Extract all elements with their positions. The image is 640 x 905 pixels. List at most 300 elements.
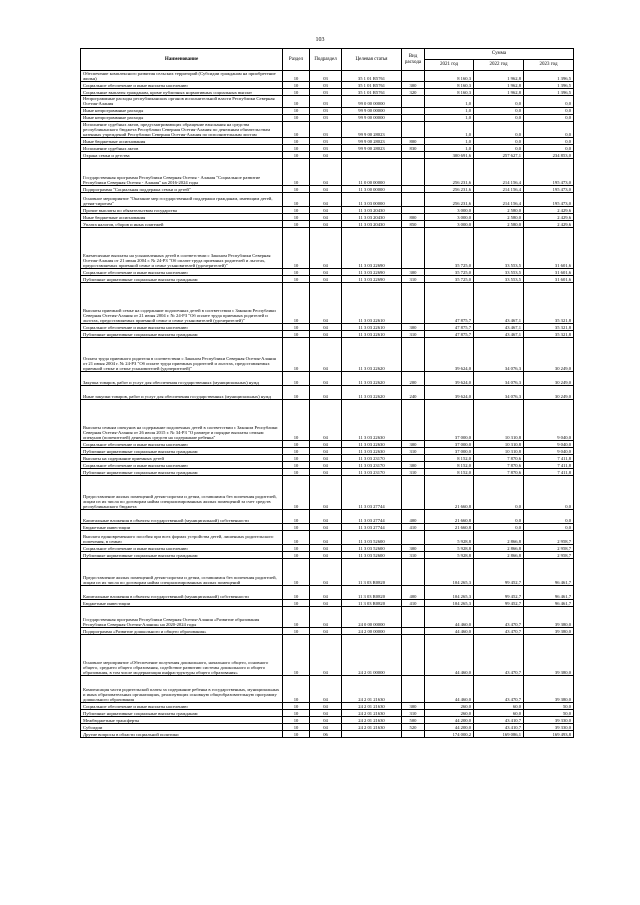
cell-2023: 1 396,5 — [524, 82, 574, 89]
cell-status: 24 2 01 21630 — [342, 702, 402, 709]
cell-podrazdel: 04 — [310, 275, 342, 282]
cell-podrazdel: 04 — [310, 530, 342, 544]
cell-status: 11 3 03 52600 — [342, 544, 402, 551]
cell-2023: 234 853,0 — [524, 151, 574, 158]
cell-podrazdel: 04 — [310, 627, 342, 634]
cell-razdel: 10 — [283, 468, 310, 475]
col-header-podrazdel: Подраздел — [310, 49, 342, 71]
cell-razdel: 10 — [283, 454, 310, 461]
cell-status: 11 3 03 22630 — [342, 399, 402, 440]
table-row — [81, 107, 574, 114]
table-row — [81, 627, 574, 634]
cell-2023: 96 461,7 — [524, 585, 574, 599]
cell-razdel: 10 — [283, 158, 310, 185]
cell-2023: 39 380,0 — [524, 606, 574, 627]
cell-name: Подпрограмма «Развитие дошкольного и общего образования» — [81, 627, 283, 634]
cell-status: 35 1 01 R5761 — [342, 89, 402, 96]
cell-2022: 43 470,7 — [474, 606, 524, 627]
cell-2022: 0,0 — [474, 144, 524, 151]
cell-podrazdel: 03 — [310, 89, 342, 96]
cell-razdel: 10 — [283, 96, 310, 107]
cell-podrazdel: 06 — [310, 730, 342, 737]
cell-2023: 50,0 — [524, 702, 574, 709]
cell-2023: 30 249,0 — [524, 371, 574, 385]
cell-name: Основное мероприятие «Обеспечение получения дошкольного, начального общего, основного общего, среднего общего образования, содействие развитию системы дошкольного и общего образования, в том числе модернизация инфраструктуры общего образования» — [81, 634, 283, 675]
cell-status: 11 3 03 R0820 — [342, 558, 402, 585]
cell-2022: 43 470,7 — [474, 627, 524, 634]
cell-2022: 257 627,1 — [474, 151, 524, 158]
cell-2021: 21 660,8 — [425, 509, 474, 523]
cell-razdel: 10 — [283, 282, 310, 323]
cell-podrazdel: 04 — [310, 337, 342, 371]
table-row — [81, 213, 574, 220]
cell-vid — [402, 158, 425, 185]
table-row — [81, 599, 574, 606]
cell-2023: 39 380,0 — [524, 675, 574, 702]
cell-2021: 3 000,0 — [425, 206, 474, 213]
table-row — [81, 192, 574, 206]
cell-razdel: 10 — [283, 440, 310, 447]
cell-razdel: 10 — [283, 330, 310, 337]
cell-2022: 0,0 — [474, 475, 524, 509]
cell-2023: 2 429,6 — [524, 220, 574, 227]
cell-podrazdel: 04 — [310, 454, 342, 461]
cell-status: 11 3 03 23170 — [342, 454, 402, 461]
cell-2021: 8 160,3 — [425, 82, 474, 89]
cell-2021: 44 460,0 — [425, 606, 474, 627]
cell-status: 24 0 00 00000 — [342, 606, 402, 627]
cell-2023: 195 473,0 — [524, 185, 574, 192]
cell-podrazdel: 03 — [310, 121, 342, 137]
cell-name: Социальное обеспечение и иные выплаты населению — [81, 82, 283, 89]
cell-2022: 2 580,0 — [474, 213, 524, 220]
cell-2022: 0,0 — [474, 509, 524, 523]
cell-2022: 33 553,5 — [474, 275, 524, 282]
cell-status: 99 9 00 00000 — [342, 114, 402, 121]
cell-razdel: 10 — [283, 509, 310, 523]
cell-2021: 8 152,0 — [425, 454, 474, 461]
cell-2022: 2 866,8 — [474, 530, 524, 544]
cell-2021: 174 000,2 — [425, 730, 474, 737]
cell-2021: 5 928,8 — [425, 530, 474, 544]
cell-2021: 39 624,0 — [425, 337, 474, 371]
cell-vid: 310 — [402, 468, 425, 475]
cell-vid — [402, 282, 425, 323]
cell-2021: 8 152,0 — [425, 468, 474, 475]
cell-podrazdel: 04 — [310, 634, 342, 675]
cell-razdel: 10 — [283, 192, 310, 206]
cell-2022: 10 310,8 — [474, 440, 524, 447]
cell-2023: 2 429,6 — [524, 213, 574, 220]
cell-2023: 9 040,0 — [524, 399, 574, 440]
cell-podrazdel: 04 — [310, 558, 342, 585]
cell-razdel: 10 — [283, 585, 310, 599]
cell-name: Социальное обеспечение и иные выплаты населению — [81, 268, 283, 275]
cell-2023: 195 473,0 — [524, 158, 574, 185]
cell-2023: 39 380,0 — [524, 627, 574, 634]
cell-vid: 240 — [402, 385, 425, 399]
cell-name: Публичные нормативные социальные выплаты гражданам — [81, 275, 283, 282]
cell-vid: 300 — [402, 544, 425, 551]
cell-name: Подпрограмма "Социальная поддержка семьи и детей" — [81, 185, 283, 192]
cell-2022: 43 470,7 — [474, 675, 524, 702]
cell-podrazdel: 04 — [310, 330, 342, 337]
cell-2023: 0,0 — [524, 114, 574, 121]
cell-vid — [402, 337, 425, 371]
cell-name: Обеспечение комплексного развития сельских территорий (Субсидии гражданам на приобретение жилья) — [81, 71, 283, 82]
cell-razdel: 10 — [283, 530, 310, 544]
cell-status: 11 3 03 22630 — [342, 447, 402, 454]
col-header-vid: Вид расхода — [402, 49, 425, 71]
budget-table — [80, 48, 574, 738]
cell-name: Межбюджетные трансферты — [81, 716, 283, 723]
table-row — [81, 206, 574, 213]
cell-podrazdel: 04 — [310, 461, 342, 468]
table-body — [81, 71, 574, 738]
cell-vid: 300 — [402, 323, 425, 330]
table-row — [81, 330, 574, 337]
cell-status: 11 3 03 22630 — [342, 440, 402, 447]
cell-2022: 34 076,3 — [474, 385, 524, 399]
col-header-summa: Сумма — [425, 49, 574, 60]
cell-status: 24 2 01 00000 — [342, 634, 402, 675]
cell-razdel: 10 — [283, 385, 310, 399]
cell-2021: 44 460,0 — [425, 675, 474, 702]
cell-vid — [402, 530, 425, 544]
cell-2022: 43 467,1 — [474, 282, 524, 323]
cell-2022: 43 410,7 — [474, 716, 524, 723]
cell-2023: 0,0 — [524, 523, 574, 530]
cell-2022: 99 452,7 — [474, 558, 524, 585]
cell-2022: 0,0 — [474, 96, 524, 107]
cell-name: Предоставление жилых помещений детям-сиротам и детям, оставшимся без попечения родителей, лицам из их числа по договорам найма специализированных жилых помещений за счет средств республиканского бюджета — [81, 475, 283, 509]
cell-2023: 0,0 — [524, 96, 574, 107]
cell-2023: 0,0 — [524, 121, 574, 137]
cell-razdel: 10 — [283, 185, 310, 192]
cell-podrazdel: 04 — [310, 185, 342, 192]
table-row — [81, 385, 574, 399]
cell-vid — [402, 185, 425, 192]
cell-vid: 850 — [402, 220, 425, 227]
cell-status: 11 3 03 52600 — [342, 551, 402, 558]
table-row — [81, 709, 574, 716]
table-row — [81, 144, 574, 151]
cell-podrazdel: 04 — [310, 468, 342, 475]
table-row — [81, 702, 574, 709]
cell-vid: 410 — [402, 599, 425, 606]
cell-2023: 30 249,0 — [524, 385, 574, 399]
cell-2021: 44 460,0 — [425, 634, 474, 675]
cell-razdel: 10 — [283, 137, 310, 144]
cell-vid — [402, 675, 425, 702]
cell-razdel: 10 — [283, 544, 310, 551]
cell-podrazdel: 04 — [310, 716, 342, 723]
cell-2021: 37 000,0 — [425, 399, 474, 440]
cell-2023: 7 411,8 — [524, 461, 574, 468]
table-row — [81, 275, 574, 282]
cell-2023: 0,0 — [524, 107, 574, 114]
cell-razdel: 10 — [283, 337, 310, 371]
cell-vid: 310 — [402, 275, 425, 282]
cell-razdel: 10 — [283, 723, 310, 730]
table-row — [81, 282, 574, 323]
cell-vid — [402, 107, 425, 114]
cell-razdel: 10 — [283, 709, 310, 716]
cell-vid: 320 — [402, 89, 425, 96]
cell-name: Закупка товаров, работ и услуг для обеспечения государственных (муниципальных) нужд — [81, 371, 283, 385]
table-row — [81, 137, 574, 144]
cell-2023: 35 321,8 — [524, 282, 574, 323]
table-row — [81, 337, 574, 371]
cell-razdel: 10 — [283, 599, 310, 606]
cell-status: 24 2 01 21630 — [342, 709, 402, 716]
cell-razdel: 10 — [283, 151, 310, 158]
cell-2021: 5 928,8 — [425, 544, 474, 551]
table-row — [81, 509, 574, 523]
cell-2021: 8 160,3 — [425, 71, 474, 82]
cell-razdel: 10 — [283, 89, 310, 96]
cell-name: Компенсация части родительской платы за содержание ребенка в государственных, муниципальных и иных образовательных организациях, реализующих основную общеобразовательную программу дошкольного образования — [81, 675, 283, 702]
cell-vid — [402, 114, 425, 121]
cell-razdel: 10 — [283, 551, 310, 558]
cell-name: Социальное обеспечение и иные выплаты населению — [81, 544, 283, 551]
cell-2021: 3 000,0 — [425, 213, 474, 220]
table-row — [81, 523, 574, 530]
cell-2022: 2 866,8 — [474, 551, 524, 558]
cell-status — [342, 151, 402, 158]
table-row — [81, 220, 574, 227]
cell-2022: 33 553,5 — [474, 227, 524, 268]
cell-2022: 214 156,4 — [474, 158, 524, 185]
cell-podrazdel: 04 — [310, 509, 342, 523]
table-row — [81, 71, 574, 82]
cell-status — [342, 730, 402, 737]
table-row — [81, 716, 574, 723]
cell-2021: 37 000,0 — [425, 447, 474, 454]
cell-2022: 43 467,1 — [474, 330, 524, 337]
cell-2021: 104 265,3 — [425, 599, 474, 606]
cell-vid: 520 — [402, 723, 425, 730]
table-row — [81, 121, 574, 137]
cell-2021: 47 875,7 — [425, 330, 474, 337]
cell-podrazdel: 04 — [310, 399, 342, 440]
cell-podrazdel: 04 — [310, 227, 342, 268]
cell-name: Ежемесячные выплаты на усыновленных детей в соответствии с Законом Республики Северная Осетия-Алания от 21 июня 2004 г. № 24-РЗ "Об оплате труда приемных родителей и льготах, предоставляемых приемной семье и семье усыновителей (удочерителей)" — [81, 227, 283, 268]
cell-2022: 214 156,4 — [474, 192, 524, 206]
cell-podrazdel: 04 — [310, 158, 342, 185]
cell-podrazdel: 03 — [310, 144, 342, 151]
cell-vid — [402, 475, 425, 509]
cell-razdel: 10 — [283, 730, 310, 737]
cell-name: Исполнение судебных актов — [81, 144, 283, 151]
cell-2022: 99 452,7 — [474, 599, 524, 606]
table-row — [81, 530, 574, 544]
table-row — [81, 440, 574, 447]
cell-name: Иные непрограммные расходы — [81, 114, 283, 121]
cell-2022: 60,0 — [474, 702, 524, 709]
table-row — [81, 730, 574, 737]
cell-2021: 1,0 — [425, 137, 474, 144]
cell-name: Другие вопросы в области социальной политики — [81, 730, 283, 737]
page-number: 103 — [315, 37, 325, 43]
table-row — [81, 371, 574, 385]
cell-razdel: 10 — [283, 114, 310, 121]
cell-2022: 2 580,0 — [474, 206, 524, 213]
table-row — [81, 544, 574, 551]
cell-2021: 104 265,3 — [425, 558, 474, 585]
cell-razdel: 10 — [283, 523, 310, 530]
table-row — [81, 585, 574, 599]
cell-name: Охрана семьи и детства — [81, 151, 283, 158]
cell-2021: 35 725,0 — [425, 275, 474, 282]
cell-razdel: 10 — [283, 268, 310, 275]
cell-status: 99 9 00 00000 — [342, 107, 402, 114]
cell-razdel: 10 — [283, 213, 310, 220]
cell-podrazdel: 04 — [310, 385, 342, 399]
cell-status: 11 3 00 00000 — [342, 185, 402, 192]
cell-status: 11 3 03 27744 — [342, 509, 402, 523]
cell-status: 11 3 03 22690 — [342, 275, 402, 282]
cell-2022: 7 870,6 — [474, 454, 524, 461]
cell-2023: 1 396,5 — [524, 89, 574, 96]
cell-vid: 830 — [402, 144, 425, 151]
cell-2023: 39 380,0 — [524, 634, 574, 675]
cell-2021: 39 624,0 — [425, 371, 474, 385]
cell-razdel: 10 — [283, 275, 310, 282]
cell-podrazdel: 03 — [310, 107, 342, 114]
cell-2023: 35 321,8 — [524, 323, 574, 330]
cell-name: Социальные выплаты гражданам, кроме публичных нормативных социальных выплат — [81, 89, 283, 96]
table-row — [81, 475, 574, 509]
cell-2022: 169 086,1 — [474, 730, 524, 737]
table-row — [81, 634, 574, 675]
cell-2022: 34 076,3 — [474, 337, 524, 371]
cell-razdel: 10 — [283, 716, 310, 723]
cell-name: Выплаты семьям опекунов на содержание подопечных детей в соответствии с Законом Республики Северная Осетия-Алания от 26 июля 2015 г. № 34-РЗ "О размере и порядке выплаты семьям опекунов (попечителей) денежных средств на содержание ребенка" — [81, 399, 283, 440]
cell-2022: 214 156,4 — [474, 185, 524, 192]
cell-2022: 34 076,3 — [474, 371, 524, 385]
cell-2021: 260,0 — [425, 702, 474, 709]
cell-2023: 39 330,0 — [524, 723, 574, 730]
cell-razdel: 10 — [283, 399, 310, 440]
cell-vid — [402, 151, 425, 158]
cell-vid — [402, 558, 425, 585]
cell-2023: 2 958,7 — [524, 544, 574, 551]
cell-2021: 1,0 — [425, 96, 474, 107]
table-row — [81, 158, 574, 185]
cell-2022: 0,0 — [474, 137, 524, 144]
cell-status: 35 1 01 R5761 — [342, 71, 402, 82]
table-row — [81, 323, 574, 330]
cell-2021: 260,0 — [425, 709, 474, 716]
cell-2021: 300 691,6 — [425, 151, 474, 158]
cell-podrazdel: 04 — [310, 282, 342, 323]
cell-2021: 1,0 — [425, 144, 474, 151]
table-row — [81, 558, 574, 585]
cell-2023: 0,0 — [524, 144, 574, 151]
table-row — [81, 675, 574, 702]
col-header-razdel: Раздел — [283, 49, 310, 71]
cell-podrazdel: 04 — [310, 323, 342, 330]
cell-vid: 310 — [402, 447, 425, 454]
cell-2021: 47 875,7 — [425, 282, 474, 323]
cell-2023: 96 461,7 — [524, 599, 574, 606]
cell-2021: 1,0 — [425, 107, 474, 114]
table-row — [81, 151, 574, 158]
cell-2022: 0,0 — [474, 107, 524, 114]
cell-vid: 300 — [402, 82, 425, 89]
cell-name: Исполнение судебных актов, предусматривающих обращение взыскания на средства республиканского бюджета Республики Северная Осетия-Алания по денежным обязательствам казенных учреждений Республики Северная Осетия-Алания по исполнительным листам — [81, 121, 283, 137]
cell-vid — [402, 227, 425, 268]
cell-podrazdel: 04 — [310, 475, 342, 509]
cell-2023: 0,0 — [524, 509, 574, 523]
cell-2023: 96 461,7 — [524, 558, 574, 585]
cell-2023: 7 411,8 — [524, 468, 574, 475]
table-row — [81, 185, 574, 192]
cell-name: Публичные нормативные социальные выплаты гражданам — [81, 330, 283, 337]
cell-2021: 47 875,7 — [425, 323, 474, 330]
cell-status: 11 3 03 22620 — [342, 385, 402, 399]
cell-2022: 2 866,8 — [474, 544, 524, 551]
cell-name: Предоставление жилых помещений детям-сиротам и детям, оставшимся без попечения родителей, лицам из их числа по договорам найма специализированных жилых помещений — [81, 558, 283, 585]
cell-2022: 60,0 — [474, 709, 524, 716]
cell-2021: 8 160,3 — [425, 89, 474, 96]
cell-2021: 35 725,0 — [425, 227, 474, 268]
cell-2023: 31 601,6 — [524, 275, 574, 282]
cell-2021: 44 200,0 — [425, 723, 474, 730]
cell-2022: 33 553,5 — [474, 268, 524, 275]
cell-status: 11 3 03 20430 — [342, 220, 402, 227]
cell-status: 11 3 03 22620 — [342, 337, 402, 371]
cell-podrazdel: 03 — [310, 96, 342, 107]
cell-status: 11 3 03 22610 — [342, 282, 402, 323]
table-row — [81, 454, 574, 461]
cell-2021: 39 624,0 — [425, 385, 474, 399]
cell-podrazdel: 04 — [310, 544, 342, 551]
cell-status: 11 0 00 00000 — [342, 158, 402, 185]
cell-podrazdel: 04 — [310, 206, 342, 213]
cell-name: Непрограммные расходы республиканских органов исполнительной власти Республики Северная Осетия-Алания — [81, 96, 283, 107]
cell-podrazdel: 03 — [310, 71, 342, 82]
cell-vid: 310 — [402, 709, 425, 716]
cell-2022: 43 467,1 — [474, 323, 524, 330]
cell-podrazdel: 04 — [310, 440, 342, 447]
cell-podrazdel: 04 — [310, 599, 342, 606]
cell-razdel: 10 — [283, 107, 310, 114]
cell-razdel: 10 — [283, 220, 310, 227]
cell-2023: 9 040,0 — [524, 447, 574, 454]
cell-2023: 0,0 — [524, 475, 574, 509]
cell-razdel: 10 — [283, 144, 310, 151]
cell-name: Прочие выплаты по обязательствам государства — [81, 206, 283, 213]
cell-2021: 256 231,6 — [425, 158, 474, 185]
cell-status: 35 1 01 R5761 — [342, 82, 402, 89]
cell-status: 11 3 03 27744 — [342, 475, 402, 509]
cell-razdel: 10 — [283, 558, 310, 585]
table-row — [81, 89, 574, 96]
cell-2023: 2 958,7 — [524, 551, 574, 558]
cell-2022: 1 962,8 — [474, 89, 524, 96]
cell-vid — [402, 71, 425, 82]
cell-razdel: 10 — [283, 634, 310, 675]
cell-vid — [402, 606, 425, 627]
cell-2022: 7 870,6 — [474, 461, 524, 468]
cell-vid — [402, 627, 425, 634]
cell-podrazdel: 03 — [310, 114, 342, 121]
cell-vid — [402, 206, 425, 213]
cell-status: 99 9 00 28023 — [342, 121, 402, 137]
cell-2021: 21 660,8 — [425, 475, 474, 509]
